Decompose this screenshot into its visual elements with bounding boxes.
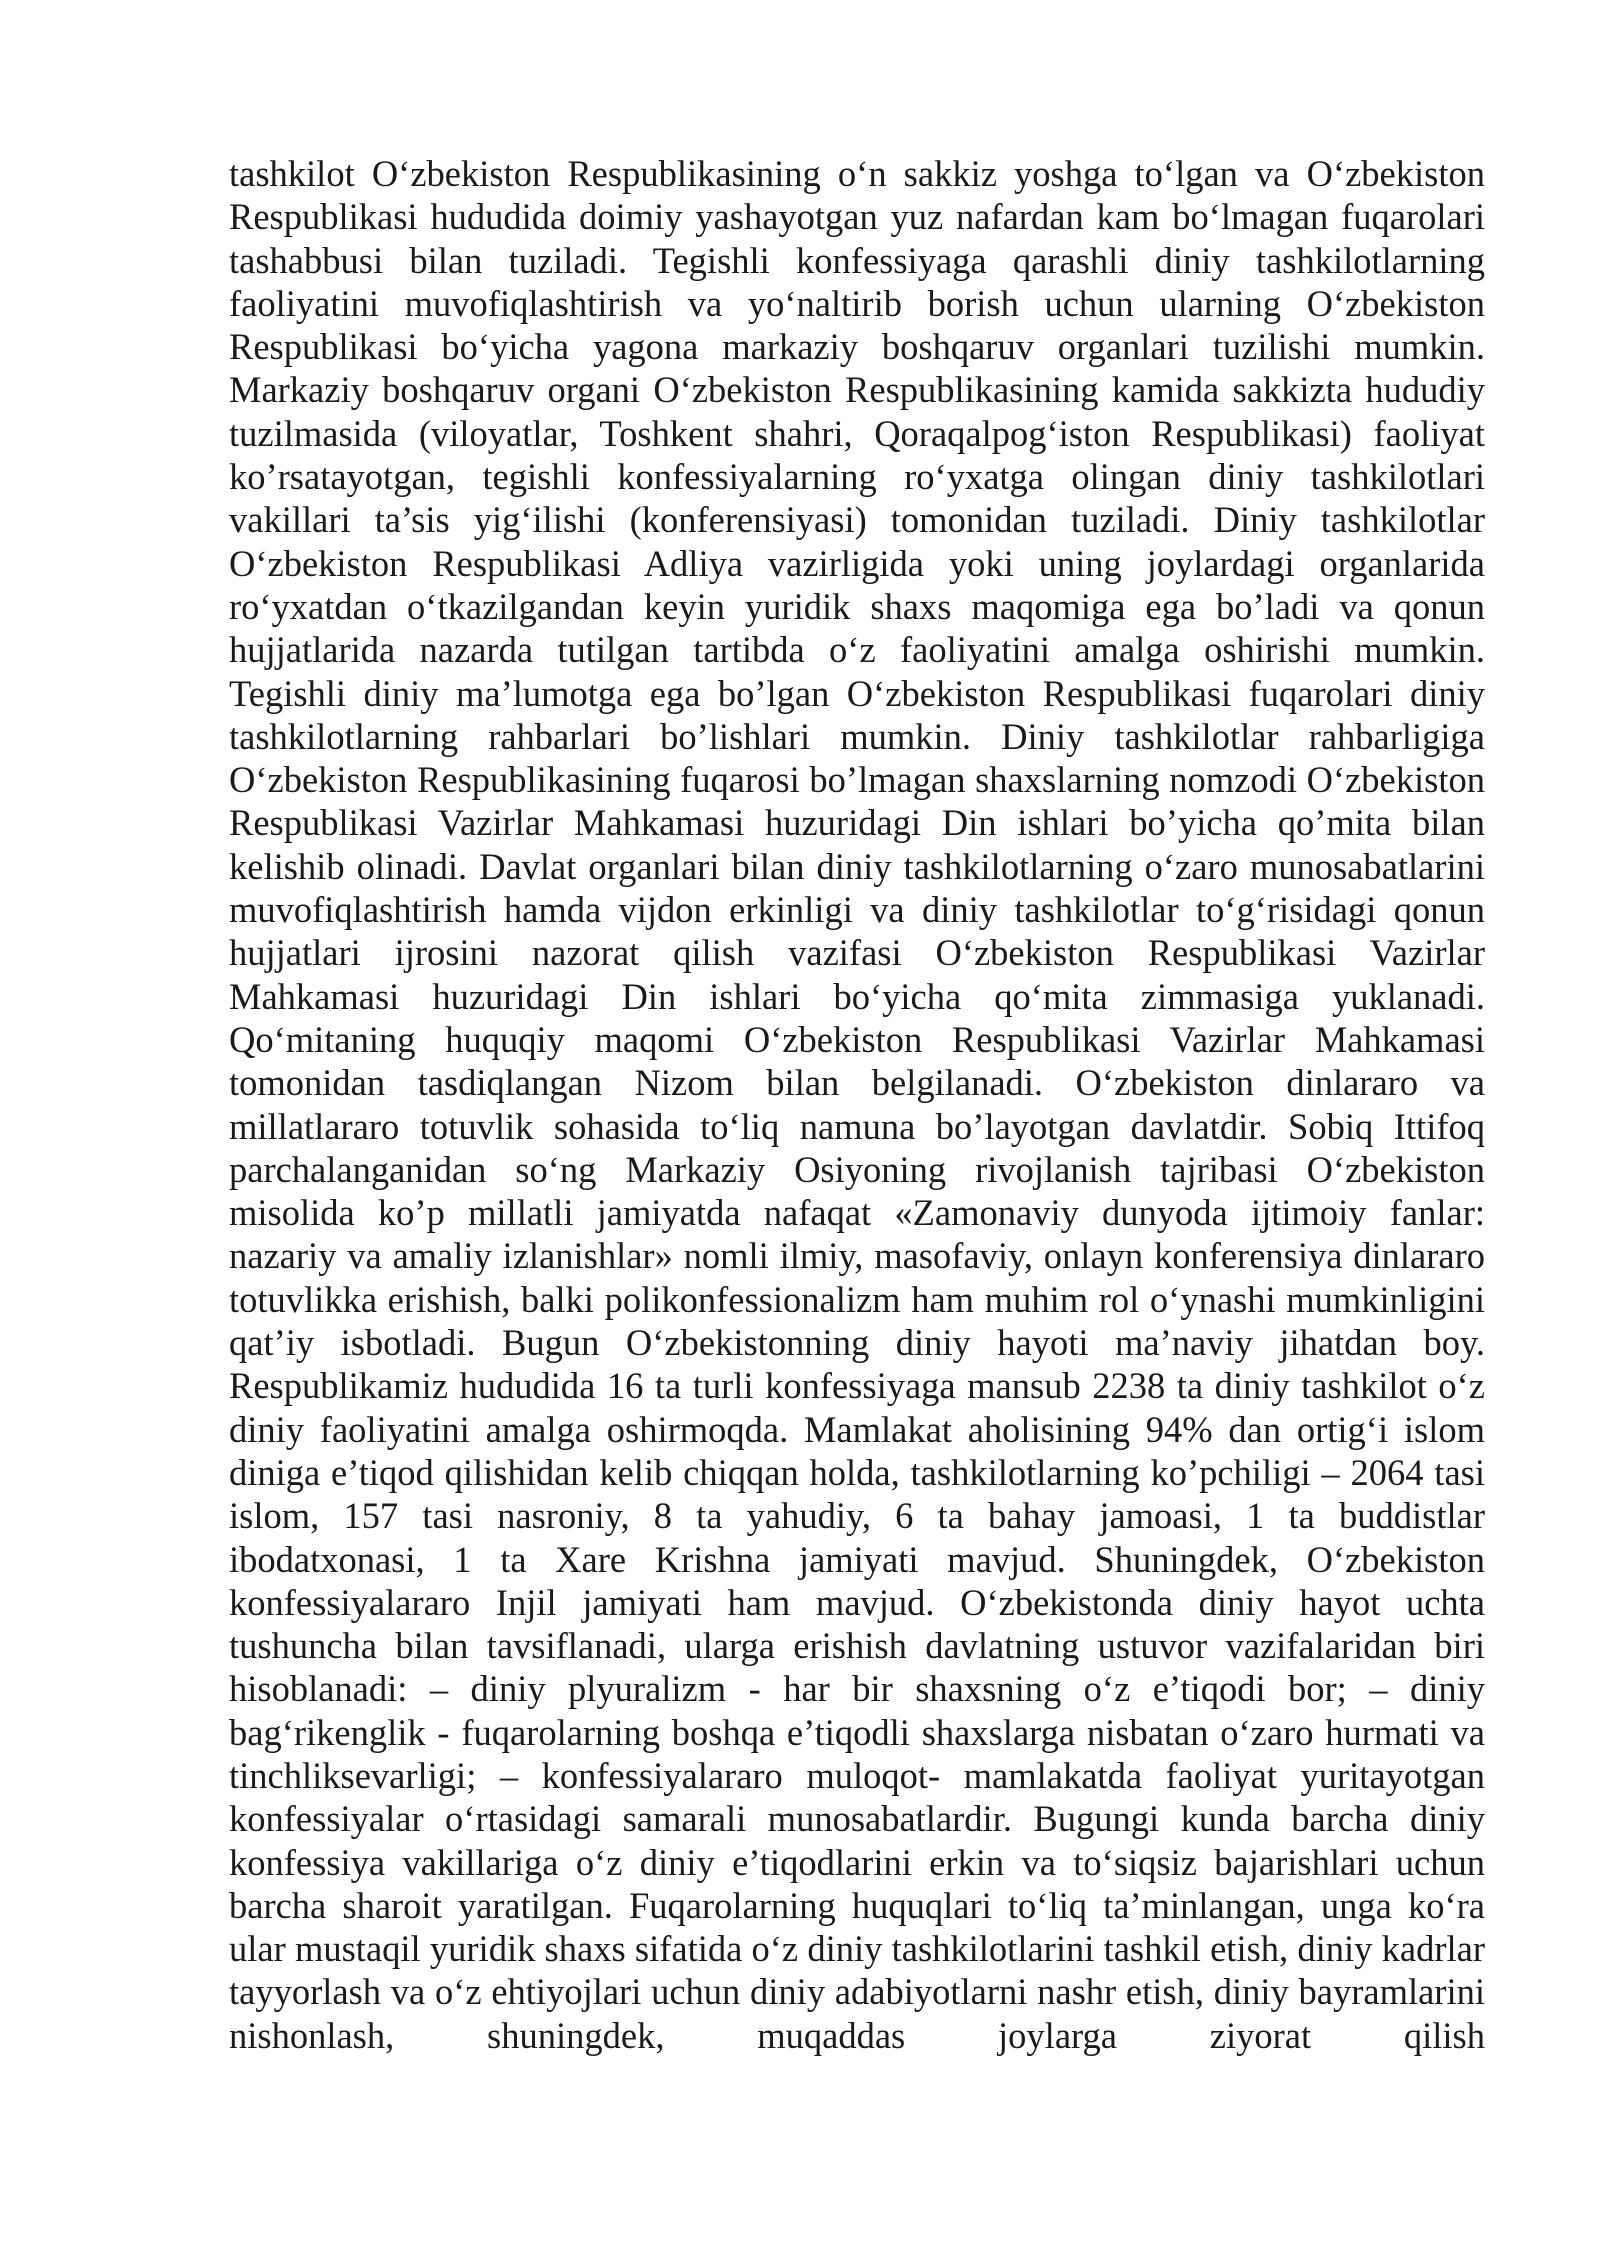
body-paragraph: tashkilot O‘zbekiston Respublikasining o‘n sakkiz yoshga to‘lgan va O‘zbekiston Respublikasi hududida doimiy yashayotgan yuz nafardan kam bo‘lmagan fuqarolari tashabbusi bilan tuziladi. Tegishli konfessiyaga qarashli diniy tashkilotlarning faoliyatini muvofiqlashtirish va yo‘naltirib borish uchun ularning O‘zbekiston Respublikasi bo‘yicha yagona markaziy boshqaruv organlari tuzilishi mumkin. Markaziy boshqaruv organi O‘zbekiston Respublikasining kamida sakkizta hududiy tuzilmasida (viloyatlar, Toshkent shahri, Qoraqalpog‘iston Respublikasi) faoliyat ko’rsatayotgan, tegishli konfessiyalarning ro‘yxatga olingan diniy tashkilotlari vakillari ta’sis yig‘ilishi (konferensiyasi) tomonidan tuziladi. Diniy tashkilotlar O‘zbekiston Respublikasi Adliya vazirligida yoki uning joylardagi organlarida ro‘yxatdan o‘tkazilgandan keyin yuridik shaxs maqomiga ega bo’ladi va qonun hujjatlarida nazarda tutilgan tartibda o‘z faoliyatini amalga oshirishi mumkin. Tegishli diniy ma’lumotga ega bo’lgan O‘zbekiston Respublikasi fuqarolari diniy tashkilotlarning rahbarlari bo’lishlari mumkin. Diniy tashkilotlar rahbarligiga O‘zbekiston Respublikasining fuqarosi bo’lmagan shaxslarning nomzodi O‘zbekiston Respublikasi Vazirlar Mahkamasi huzuridagi Din ishlari bo’yicha qo’mita bilan kelishib olinadi. Davlat organlari bilan diniy tashkilotlarning o‘zaro munosabatlarini muvofiqlashtirish hamda vijdon erkinligi va diniy tashkilotlar to‘g‘risidagi qonun hujjatlari ijrosini nazorat qilish vazifasi O‘zbekiston Respublikasi Vazirlar Mahkamasi huzuridagi Din ishlari bo‘yicha qo‘mita zimmasiga yuklanadi. Qo‘mitaning huquqiy maqomi O‘zbekiston Respublikasi Vazirlar Mahkamasi tomonidan tasdiqlangan Nizom bilan belgilanadi. O‘zbekiston dinlararo va millatlararo totuvlik sohasida to‘liq namuna bo’layotgan davlatdir. Sobiq Ittifoq parchalanganidan so‘ng Markaziy Osiyoning rivojlanish tajribasi O‘zbekiston misolida ko’p millatli jamiyatda nafaqat «Zamonaviy dunyoda ijtimoiy fanlar: nazariy va amaliy izlanishlar» nomli ilmiy, masofaviy, onlayn konferensiya dinlararo totuvlikka erishish, balki polikonfessionalizm ham muhim rol o‘ynashi mumkinligini qat’iy isbotladi. Bugun O‘zbekistonning diniy hayoti ma’naviy jihatdan boy. Respublikamiz hududida 16 ta turli konfessiyaga mansub 2238 ta diniy tashkilot o‘z diniy faoliyatini amalga oshirmoqda. Mamlakat aholisining 94% dan ortig‘i islom diniga e’tiqod qilishidan kelib chiqqan holda, tashkilotlarning ko’pchiligi – 2064 tasi islom, 157 tasi nasroniy, 8 ta yahudiy, 6 ta bahay jamoasi, 1 ta buddistlar ibodatxonasi, 1 ta Xare Krishna jamiyati mavjud. Shuningdek, O‘zbekiston konfessiyalararo Injil jamiyati ham mavjud. O‘zbekistonda diniy hayot uchta tushuncha bilan tavsiflanadi, ularga erishish davlatning ustuvor vazifalaridan biri hisoblanadi: – diniy plyuralizm - har bir shaxsning o‘z e’tiqodi bor; – diniy bag‘rikenglik - fuqarolarning boshqa e’tiqodli shaxslarga nisbatan o‘zaro hurmati va tinchliksevarligi; – konfessiyalararo muloqot- mamlakatda faoliyat yuritayotgan konfessiyalar o‘rtasidagi samarali munosabatlardir. Bugungi kunda barcha diniy konfessiya vakillariga o‘z diniy e’tiqodlarini erkin va to‘siqsiz bajarishlari uchun barcha sharoit yaratilgan. Fuqarolarning huquqlari to‘liq ta’minlangan, unga ko‘ra ular mustaqil yuridik shaxs sifatida o‘z diniy tashkilotlarini tashkil etish, diniy kadrlar tayyorlash va o‘z ehtiyojlari uchun diniy adabiyotlarni nashr etish, diniy bayramlarini nishonlash, shuningdek, muqaddas joylarga ziyorat qilish xyxy=(229,153,1485,2056)
